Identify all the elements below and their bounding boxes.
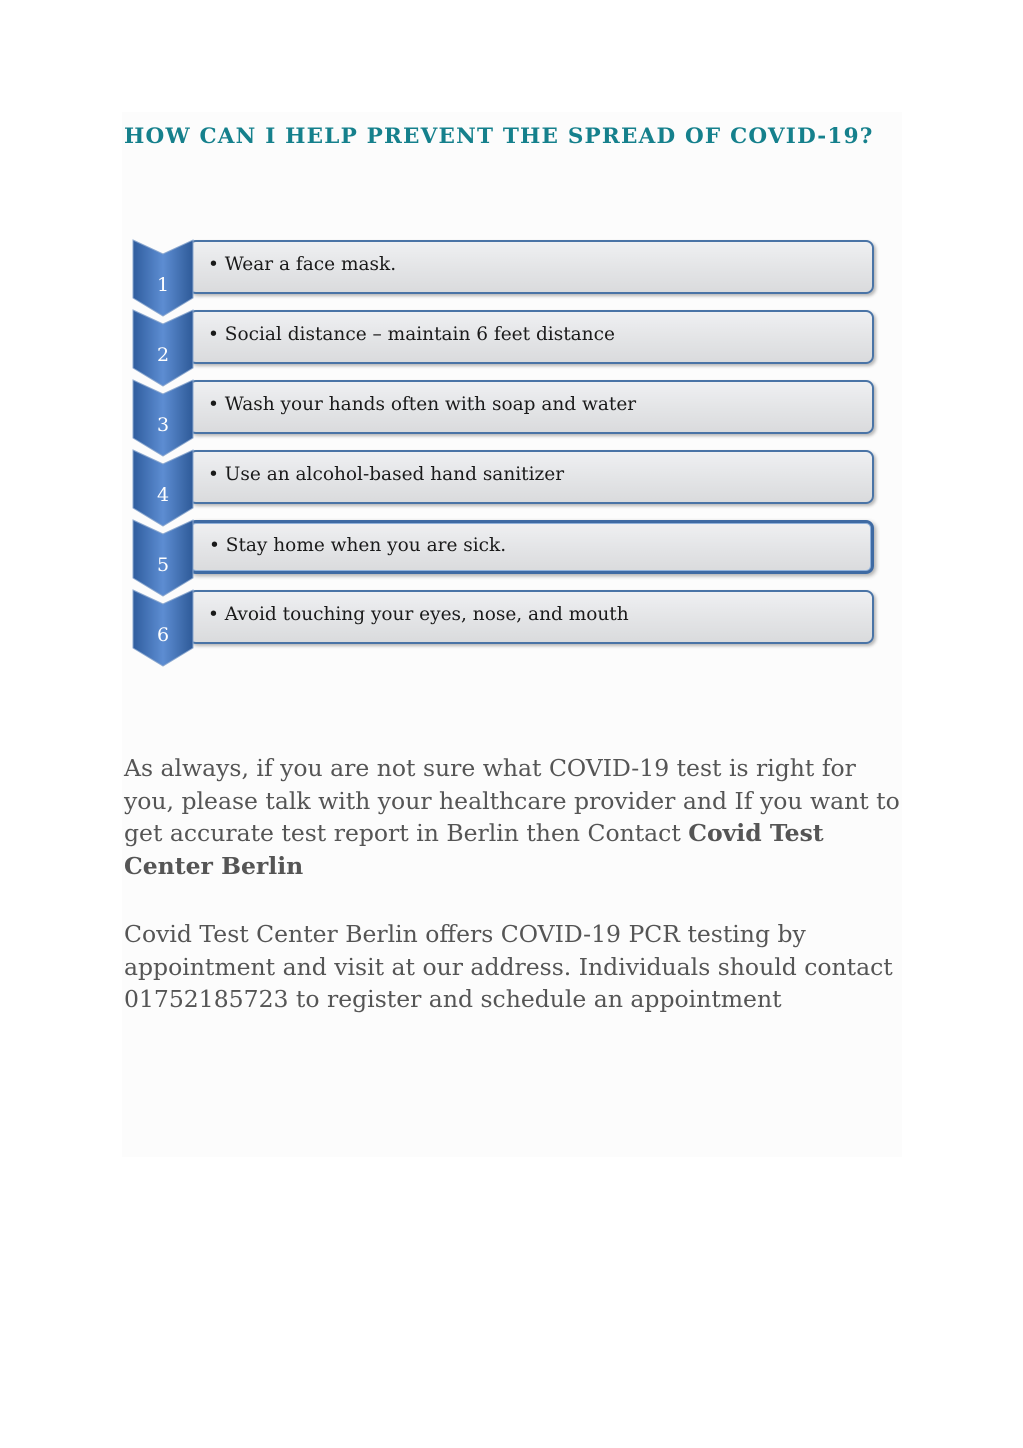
- step-number: 2: [156, 344, 170, 366]
- advice-paragraph: [124, 752, 904, 882]
- step-item-5: [130, 520, 880, 580]
- center-name-bold: Covid Test Center Berlin: [124, 819, 824, 880]
- step-number: 6: [156, 624, 170, 646]
- step-box: [188, 590, 874, 644]
- step-box: [188, 310, 874, 364]
- step-box: [188, 240, 874, 294]
- step-text: • Avoid touching your eyes, nose, and mouth: [208, 604, 629, 625]
- page-title: HOW CAN I HELP PREVENT THE SPREAD OF COVID-19?: [124, 124, 874, 149]
- step-item-1: [130, 240, 880, 300]
- contact-paragraph: Covid Test Center Berlin offers COVID-19 PCR testing by appointment and visit at our address. Individuals should contact 01752185723 to register and schedule an appointment: [124, 920, 893, 1013]
- step-number: 4: [156, 484, 170, 506]
- advice-text: As always, if you are not sure what COVID-19 test is right for you, please talk with your healthcare provider and If you want to get accurate test report in Berlin then Contact: [124, 754, 900, 847]
- step-item-3: [130, 380, 880, 440]
- step-box: [188, 380, 874, 434]
- prevention-steps-list: [130, 240, 880, 680]
- step-text: • Wear a face mask.: [208, 254, 397, 275]
- step-box: [188, 450, 874, 504]
- step-number: 5: [156, 554, 170, 576]
- step-item-6: [130, 590, 880, 650]
- step-text: • Stay home when you are sick.: [209, 535, 507, 556]
- step-item-2: [130, 310, 880, 370]
- step-number: 1: [156, 274, 170, 296]
- step-text: • Social distance – maintain 6 feet distance: [208, 324, 615, 345]
- chevron-down-icon: [133, 590, 193, 678]
- step-box: [188, 520, 874, 574]
- step-text: • Use an alcohol-based hand sanitizer: [208, 464, 565, 485]
- step-text: • Wash your hands often with soap and water: [208, 394, 637, 415]
- step-number: 3: [156, 414, 170, 436]
- step-item-4: [130, 450, 880, 510]
